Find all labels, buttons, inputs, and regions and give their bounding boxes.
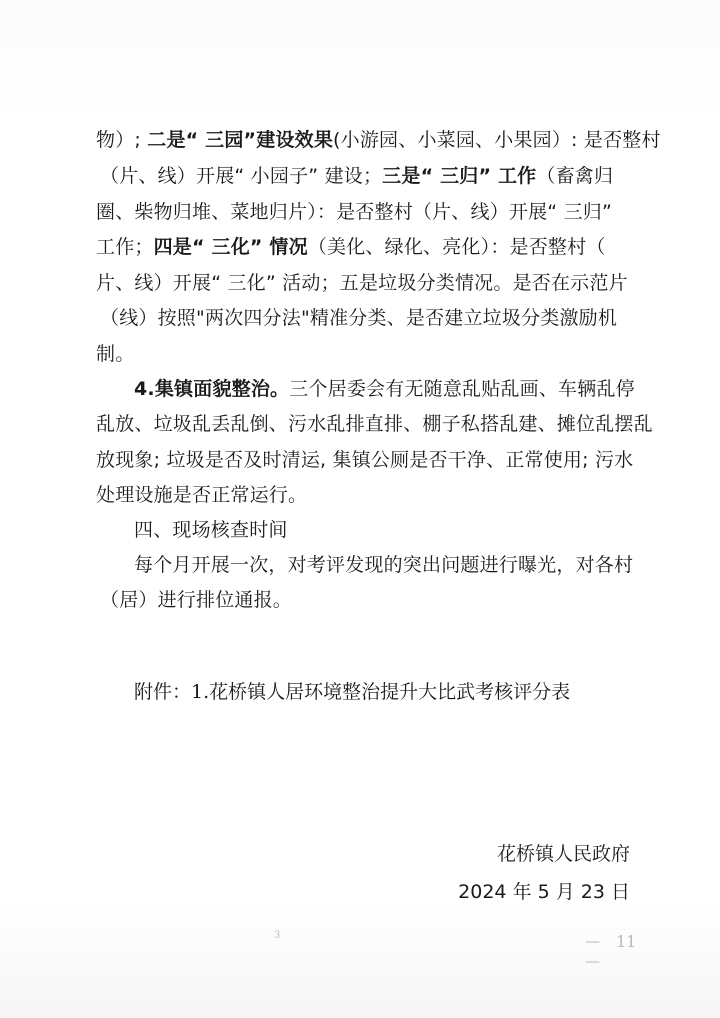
section-heading: 四、现场核查时间 (134, 519, 288, 541)
text-segment: （居）进行排位通报。 (100, 589, 293, 611)
body-line-5 (96, 271, 628, 295)
text-segment: （畜禽归 (536, 165, 614, 187)
text-segment: (小游园、小菜园、小果园）: 是否整村 (333, 129, 661, 151)
body-line-9 (96, 412, 653, 436)
body-line-12 (134, 518, 288, 542)
text-segment: 圈、柴物归堆、菜地归片）：是否整村（片、线）开展“ 三归” (96, 201, 613, 223)
faint-page-number: 3 (274, 930, 281, 941)
section-heading: 4.集镇面貌整治。 (134, 378, 290, 400)
body-line-10 (96, 448, 633, 472)
attachment-title: 花桥镇人居环境整治提升大比武考核评分表 (209, 681, 571, 703)
text-segment: 乱放、垃圾乱丢乱倒、污水乱排直排、棚子私搭乱建、摊位乱摆乱 (96, 413, 653, 435)
text-segment: 制。 (96, 343, 135, 365)
body-line-7 (96, 342, 134, 366)
signature-date: 2024 年 5 月 23 日 (458, 881, 630, 903)
text-segment: 放现象; 垃圾是否及时清运, 集镇公厕是否干净、正常使用; 污水 (96, 449, 634, 471)
bold-heading-segment: 二是“ 三园”建设效果 (147, 129, 334, 151)
page-number-dash-lower: — (585, 952, 600, 970)
text-segment: 片、线）开展“ 三化” 活动；五是垃圾分类情况。是否在示范片 (96, 272, 628, 294)
attachment-line (134, 680, 570, 704)
page-number: 11 (616, 932, 637, 951)
body-line-11 (96, 483, 307, 507)
text-segment: 工作； (96, 236, 154, 258)
text-segment: 处理设施是否正常运行。 (96, 484, 308, 506)
signature-org: 花桥镇人民政府 (496, 843, 630, 865)
page-number-dash: — (585, 932, 600, 950)
bold-heading-segment: 四是“ 三化” 情况 (153, 236, 308, 258)
bold-heading-segment: 三是“ 三归” 工作 (382, 165, 537, 187)
text-segment: （美化、绿化、亮化）：是否整村（ (307, 236, 606, 258)
body-line-4 (96, 235, 606, 259)
body-line-8 (134, 377, 635, 401)
text-segment: 物）; (96, 129, 148, 151)
body-line-2 (100, 164, 613, 188)
text-segment: 每个月开展一次，对考评发现的突出问题进行曝光，对各村 (134, 554, 634, 576)
body-line-3 (96, 200, 612, 224)
text-segment: （线）按照"两次四分法"精准分类、是否建立垃圾分类激励机 (100, 307, 618, 329)
body-line-1 (96, 128, 661, 152)
text-segment: （片、线）开展“ 小园子” 建设； (100, 165, 383, 187)
attachment-label: 附件： (134, 681, 192, 703)
body-line-6 (100, 306, 617, 330)
attachment-number: 1. (191, 681, 210, 703)
text-segment: 三个居委会有无随意乱贴乱画、车辆乱停 (289, 378, 635, 400)
body-line-13 (134, 553, 633, 577)
body-line-14 (100, 588, 292, 612)
